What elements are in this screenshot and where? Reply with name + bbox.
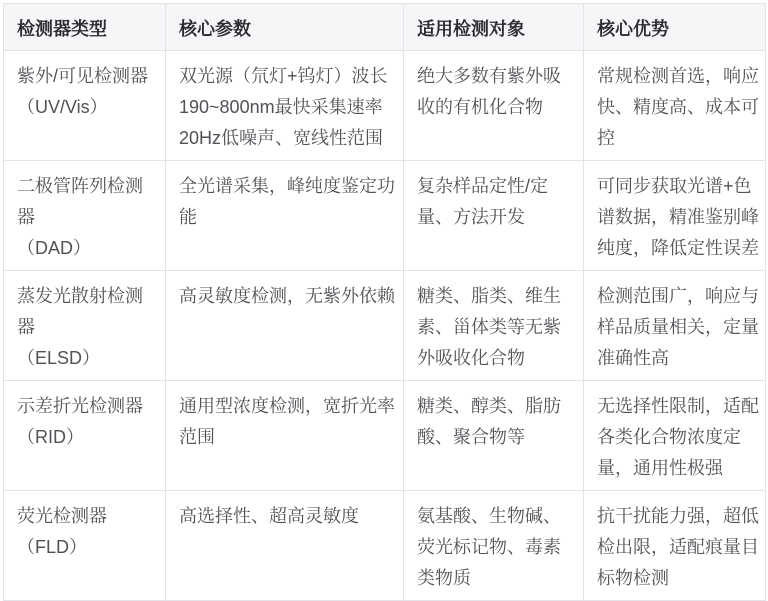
table-row-uvvis (4, 51, 766, 161)
detector-name: 紫外/可见检测器 (17, 66, 149, 86)
core-params-cell: 高选择性、超高灵敏度 (166, 491, 404, 601)
detector-abbr: （ELSD） (17, 348, 101, 368)
header-row (4, 4, 766, 51)
detector-abbr: （RID） (17, 427, 84, 447)
advantages-cell: 检测范围广，响应与样品质量相关，定量准确性高 (584, 271, 766, 381)
detector-type-cell (4, 51, 166, 161)
header-targets: 适用检测对象 (404, 4, 584, 51)
targets-cell: 绝大多数有紫外吸收的有机化合物 (404, 51, 584, 161)
targets-cell: 复杂样品定性/定量、方法开发 (404, 161, 584, 271)
header-advantages: 核心优势 (584, 4, 766, 51)
core-params-cell: 双光源（氘灯+钨灯）波长190~800nm最快采集速率20Hz低噪声、宽线性范围 (166, 51, 404, 161)
detector-name: 荧光检测器 (17, 506, 107, 526)
header-core-params: 核心参数 (166, 4, 404, 51)
advantages-cell: 常规检测首选，响应快、精度高、成本可控 (584, 51, 766, 161)
core-params-cell: 全光谱采集，峰纯度鉴定功能 (166, 161, 404, 271)
table-row-dad (4, 161, 766, 271)
detector-name: 二极管阵列检测器 (17, 176, 143, 227)
table-row-rid (4, 381, 766, 491)
detector-abbr: （FLD） (17, 537, 88, 557)
table-row-elsd (4, 271, 766, 381)
targets-cell: 糖类、醇类、脂肪酸、聚合物等 (404, 381, 584, 491)
advantages-cell: 可同步获取光谱+色谱数据，精准鉴别峰纯度，降低定性误差 (584, 161, 766, 271)
targets-cell: 糖类、脂类、维生素、甾体类等无紫外吸收化合物 (404, 271, 584, 381)
detector-abbr: （UV/Vis） (17, 97, 108, 117)
detector-type-cell (4, 381, 166, 491)
header-detector-type: 检测器类型 (4, 4, 166, 51)
detector-type-cell (4, 161, 166, 271)
detector-type-cell (4, 491, 166, 601)
detector-name: 示差折光检测器 (17, 396, 143, 416)
detector-type-cell (4, 271, 166, 381)
advantages-cell: 抗干扰能力强，超低检出限，适配痕量目标物检测 (584, 491, 766, 601)
core-params-cell: 高灵敏度检测，无紫外依赖 (166, 271, 404, 381)
core-params-cell: 通用型浓度检测，宽折光率范围 (166, 381, 404, 491)
advantages-cell: 无选择性限制，适配各类化合物浓度定量，通用性极强 (584, 381, 766, 491)
targets-cell: 氨基酸、生物碱、荧光标记物、毒素类物质 (404, 491, 584, 601)
detector-comparison-table (3, 3, 766, 601)
detector-name: 蒸发光散射检测器 (17, 286, 143, 337)
detector-abbr: （DAD） (17, 238, 92, 258)
table-row-fld (4, 491, 766, 601)
